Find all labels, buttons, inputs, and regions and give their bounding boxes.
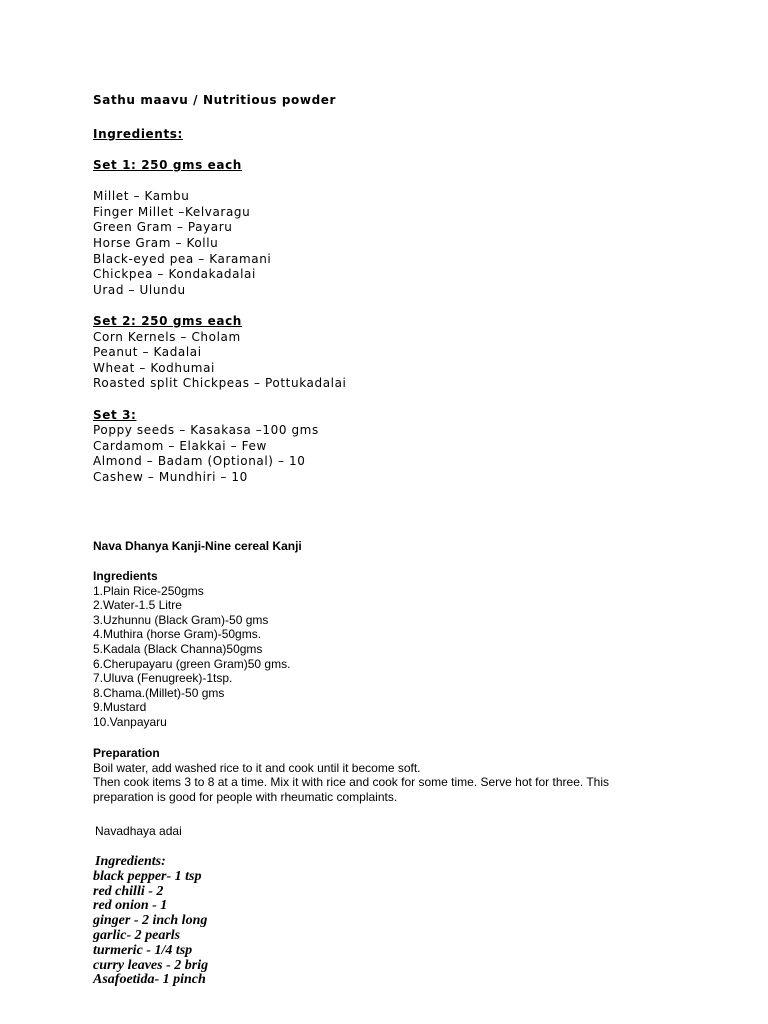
list-item: Urad – Ulundu <box>93 282 186 297</box>
preparation-line: Boil water, add washed rice to it and cook until it become soft. <box>93 760 421 775</box>
list-item: 8.Chama.(Millet)-50 gms <box>93 685 225 700</box>
nava-dhanya-title: Nava Dhanya Kanji-Nine cereal Kanji <box>93 539 302 553</box>
list-item: Cashew – Mundhiri – 10 <box>93 469 248 484</box>
list-item: 5.Kadala (Black Channa)50gms <box>93 641 263 656</box>
sathu-maavu-ingredients-heading: Ingredients: <box>93 127 183 141</box>
navadhaya-adai-block <box>93 855 208 988</box>
list-item: Chickpea – Kondakadalai <box>93 267 256 282</box>
set1-heading: Set 1: 250 gms each <box>93 158 242 172</box>
list-item: 7.Uluva (Fenugreek)-1tsp. <box>93 671 233 686</box>
list-item: 9.Mustard <box>93 700 147 715</box>
list-item: garlic- 2 pearls <box>93 927 181 943</box>
list-item: 3.Uzhunnu (Black Gram)-50 gms <box>93 612 269 627</box>
set3-heading: Set 3: <box>93 407 137 422</box>
nava-dhanya-ingredients-heading: Ingredients <box>93 569 158 583</box>
set2-heading: Set 2: 250 gms each <box>93 313 242 328</box>
list-item: Wheat – Kodhumai <box>93 360 215 375</box>
list-item: Peanut – Kadalai <box>93 345 202 360</box>
preparation-line: preparation is good for people with rheumatic complaints. <box>93 789 398 804</box>
list-item: Roasted split Chickpeas – Pottukadalai <box>93 376 347 391</box>
list-item: Corn Kernels – Cholam <box>93 329 241 344</box>
list-item: black pepper- 1 tsp <box>93 868 202 884</box>
list-item: ginger - 2 inch long <box>93 913 208 929</box>
list-item: Almond – Badam (Optional) – 10 <box>93 454 306 469</box>
list-item: Millet – Kambu <box>93 189 190 204</box>
list-item: Black-eyed pea – Karamani <box>93 251 272 266</box>
list-item: red chilli - 2 <box>93 883 164 899</box>
list-item: 2.Water-1.5 Litre <box>93 598 182 613</box>
list-item: 10.Vanpayaru <box>93 714 167 729</box>
list-item: 1.Plain Rice-250gms <box>93 583 204 598</box>
navadhaya-adai-ingredients-heading: Ingredients: <box>95 854 166 869</box>
list-item: Green Gram – Payaru <box>93 220 233 235</box>
preparation-block <box>93 746 609 804</box>
list-item: turmeric - 1/4 tsp <box>93 942 193 958</box>
nava-dhanya-block <box>93 569 290 730</box>
preparation-heading: Preparation <box>93 746 160 760</box>
sathu-maavu-title: Sathu maavu / Nutritious powder <box>93 93 337 107</box>
list-item: Asafoetida- 1 pinch <box>93 972 206 988</box>
list-item: 4.Muthira (horse Gram)-50gms. <box>93 627 262 642</box>
list-item: Finger Millet –Kelvaragu <box>93 204 251 219</box>
list-item: 6.Cherupayaru (green Gram)50 gms. <box>93 656 291 671</box>
set1-block <box>93 158 346 485</box>
list-item: red onion - 1 <box>93 898 168 914</box>
list-item: Poppy seeds – Kasakasa –100 gms <box>93 423 319 438</box>
navadhaya-adai-title: Navadhaya adai <box>95 824 182 838</box>
list-item: curry leaves - 2 brig <box>93 957 209 973</box>
list-item: Horse Gram – Kollu <box>93 235 219 250</box>
list-item: Cardamom – Elakkai – Few <box>93 438 267 453</box>
preparation-line: Then cook items 3 to 8 at a time. Mix it with rice and cook for some time. Serve hot for three. This <box>93 775 609 790</box>
